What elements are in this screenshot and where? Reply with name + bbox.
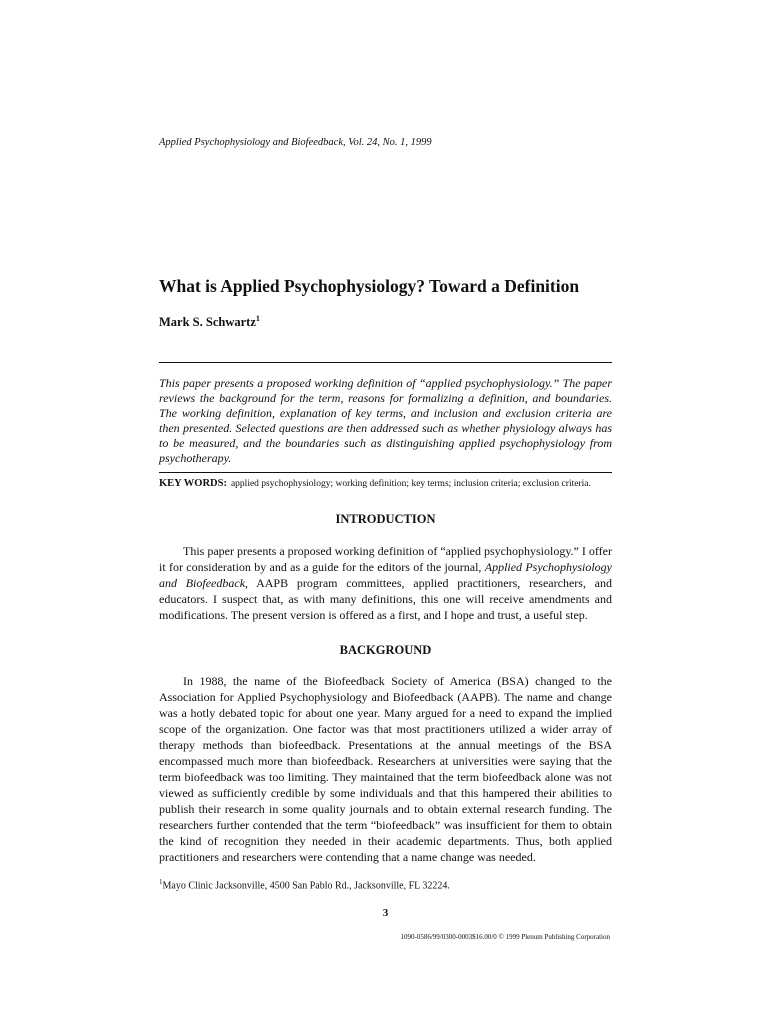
abstract: This paper presents a proposed working definition of “applied psychophysiology.” The paper reviews the background for the term, reasons for formalizing a definition, and boundaries. The working definition, explanation of key terms, and inclusion and exclusion criteria are then presented. Selected questions are then addressed such as whether physiology always has to be measured, and the boundaries such as distinguishing applied psychophysiology from psychotherapy.: [159, 376, 612, 465]
journal-name: Applied Psychophysiology and Biofeedback: [159, 560, 612, 590]
keywords-text: applied psychophysiology; working definition; key terms; inclusion criteria; exclusion criteria.: [230, 479, 591, 489]
background-paragraph: In 1988, the name of the Biofeedback Society of America (BSA) changed to the Association for Applied Psychophysiology and Biofeedback (AAPB). The name and change was a hotly debated topic for about one year. Many argued for a need to expand the implied scope of the organization. One factor was that most practitioners utilized a wider array of therapy methods than biofeedback. Presentations at the annual meetings of the BSA encompassed much more than biofeedback. Researchers at universities were saying that the term biofeedback was too limiting. They maintained that the term biofeedback alone was not viewed as sufficiently credible by some individuals and that this hampered their abilities to publish their research in some quality journals and to obtain external research funding. The researchers further contended that the term “biofeedback” was insufficient for them to obtain the kind of recognition they needed in their academic departments. Thus, both applied practitioners and researchers were contending that a name change was needed.: [159, 674, 612, 864]
introduction-paragraph: [159, 543, 612, 623]
page-number: 3: [382, 907, 389, 919]
footnote-mark: 1: [159, 878, 163, 886]
footnote-text: Mayo Clinic Jacksonville, 4500 San Pablo Rd., Jacksonville, FL 32224.: [162, 880, 450, 892]
author-line: [159, 314, 260, 330]
paper-title: What is Applied Psychophysiology? Toward a Definition: [159, 276, 580, 296]
author-name: Mark S. Schwartz: [159, 315, 256, 330]
abstract-block: [159, 362, 612, 490]
keywords-label: KEY WORDS:: [159, 478, 227, 489]
running-head: Applied Psychophysiology and Biofeedback, Vol. 24, No. 1, 1999: [159, 137, 432, 148]
copyright-line: 1090-0586/99/0300-0003$16.00/0 © 1999 Plenum Publishing Corporation: [400, 933, 610, 941]
introduction-heading: INTRODUCTION: [335, 512, 436, 526]
introduction-text-1: This paper presents a proposed working definition of “applied psychophysiology.” I offer it for consideration by and as a guide for the editors of the journal,: [159, 544, 612, 574]
author-footnote-mark: 1: [255, 314, 260, 323]
introduction-text-2: , AAPB program committees, applied practitioners, researchers, and educators. I suspect that, as with many definitions, this one will receive amendments and modifications. The present version is offered as a first, and I hope and trust, a useful step.: [159, 576, 612, 622]
footnote: [159, 878, 450, 891]
background-heading: BACKGROUND: [339, 643, 432, 657]
keywords: [159, 473, 612, 490]
